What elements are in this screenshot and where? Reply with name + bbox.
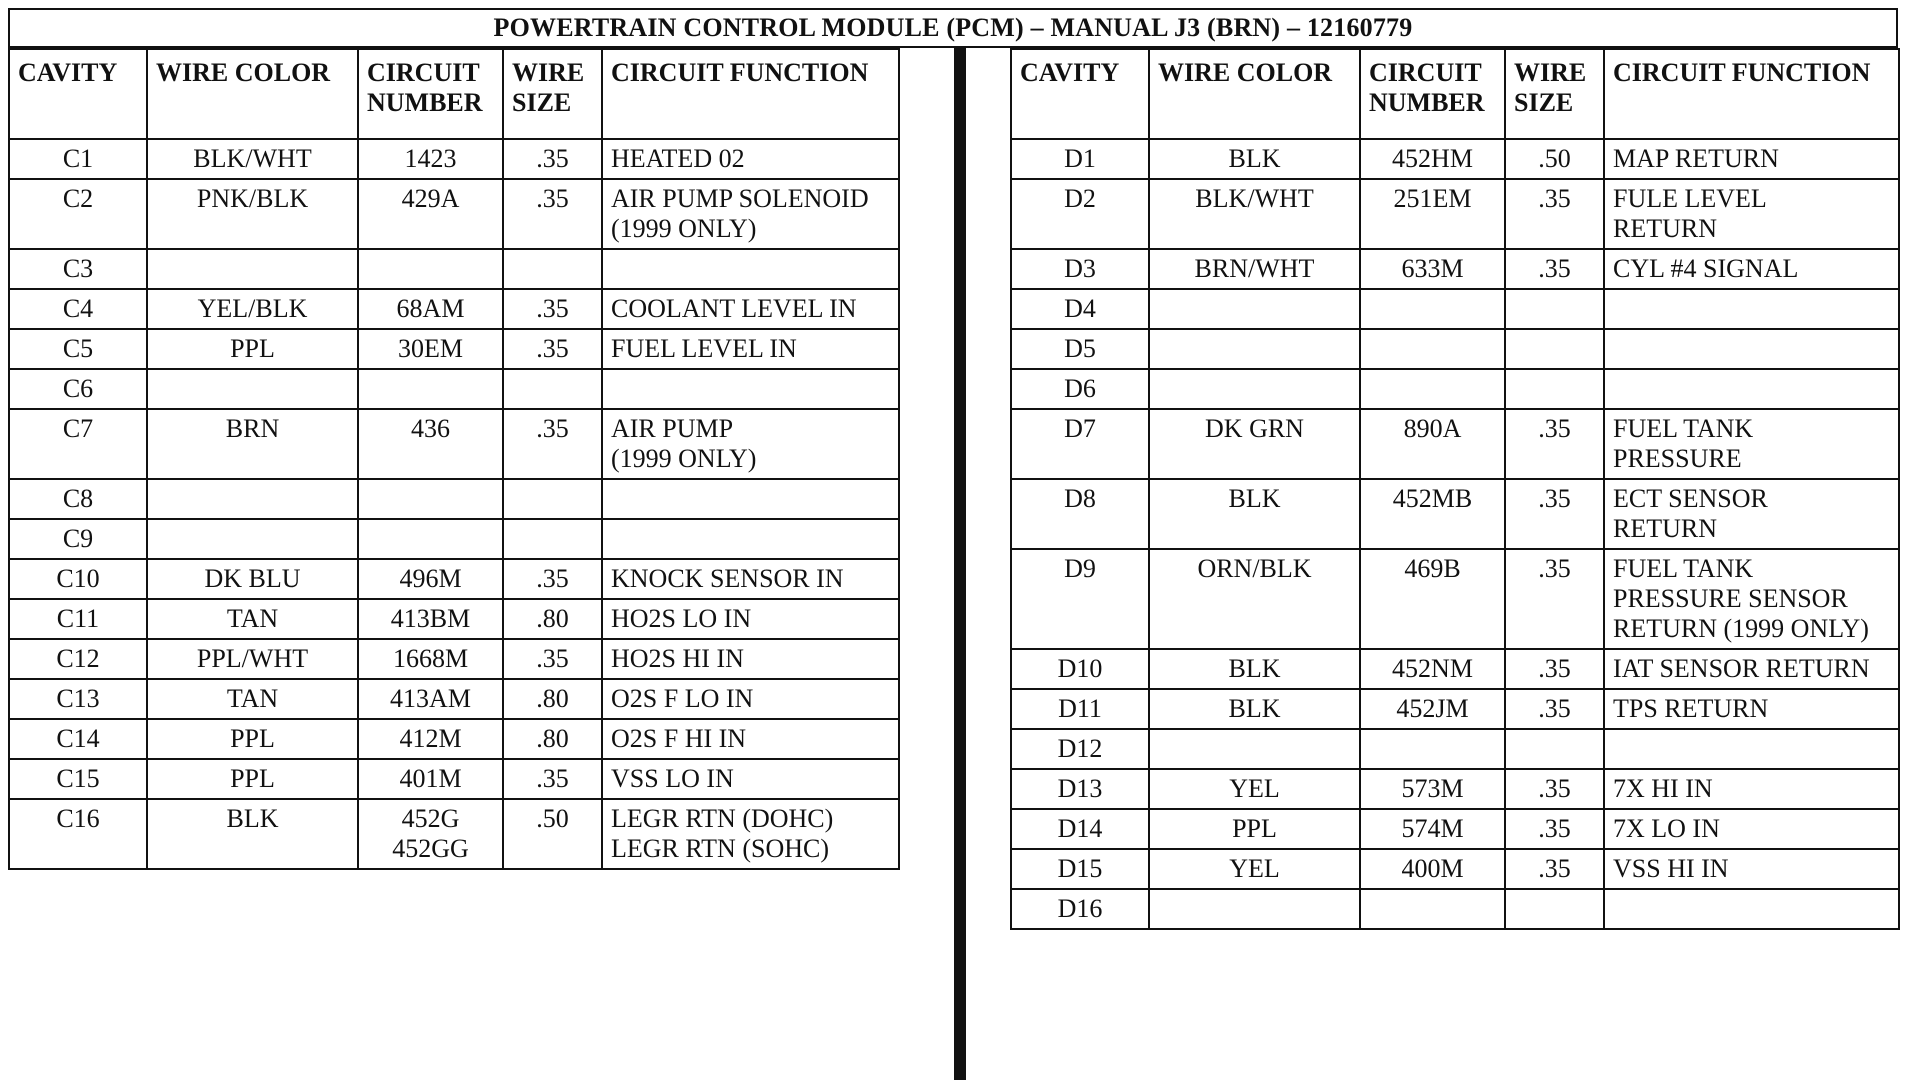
wire-color-cell: BLK/WHT [1149, 179, 1360, 249]
circuit-function-cell: HO2S LO IN [602, 599, 899, 639]
cavity-cell: C5 [9, 329, 147, 369]
header-wire-size: WIRE SIZE [1505, 49, 1604, 139]
cavity-cell: D7 [1011, 409, 1149, 479]
wire-color-cell: PNK/BLK [147, 179, 358, 249]
circuit-function-cell: MAP RETURN [1604, 139, 1899, 179]
wire-color-cell [147, 519, 358, 559]
table-row [1011, 849, 1899, 889]
table-row [9, 559, 899, 599]
wire-size-cell: .35 [1505, 689, 1604, 729]
table-row [9, 329, 899, 369]
wire-color-cell: BLK [1149, 649, 1360, 689]
wire-color-cell [1149, 729, 1360, 769]
wire-color-cell: BRN [147, 409, 358, 479]
circuit-number-cell: 413AM [358, 679, 503, 719]
header-wire-color: WIRE COLOR [147, 49, 358, 139]
wire-size-cell: .35 [1505, 179, 1604, 249]
cavity-cell: D13 [1011, 769, 1149, 809]
wire-size-cell: .80 [503, 679, 602, 719]
wire-size-cell: .35 [503, 179, 602, 249]
table-row [1011, 809, 1899, 849]
cavity-cell: D9 [1011, 549, 1149, 649]
wire-color-cell: DK GRN [1149, 409, 1360, 479]
cavity-cell: D10 [1011, 649, 1149, 689]
cavity-cell: D2 [1011, 179, 1149, 249]
cavity-cell: C12 [9, 639, 147, 679]
circuit-function-cell: VSS LO IN [602, 759, 899, 799]
circuit-number-cell: 429A [358, 179, 503, 249]
wire-size-cell: .35 [1505, 809, 1604, 849]
circuit-function-cell [1604, 889, 1899, 929]
circuit-number-cell [358, 519, 503, 559]
table-header-row [1011, 49, 1899, 139]
table-row [1011, 369, 1899, 409]
wire-color-cell [147, 249, 358, 289]
wire-size-cell [503, 519, 602, 559]
circuit-number-cell: 469B [1360, 549, 1505, 649]
wire-color-cell: BLK [147, 799, 358, 869]
circuit-number-cell: 401M [358, 759, 503, 799]
wire-color-cell: BLK [1149, 479, 1360, 549]
wire-size-cell: .35 [503, 759, 602, 799]
header-circuit-number: CIRCUIT NUMBER [1360, 49, 1505, 139]
circuit-number-cell: 890A [1360, 409, 1505, 479]
column-divider [954, 48, 966, 1080]
wire-color-cell: BLK [1149, 689, 1360, 729]
circuit-function-cell: AIR PUMP (1999 ONLY) [602, 409, 899, 479]
table-row [1011, 479, 1899, 549]
circuit-number-cell [1360, 889, 1505, 929]
wire-color-cell: BLK [1149, 139, 1360, 179]
circuit-function-cell: 7X LO IN [1604, 809, 1899, 849]
table-row [1011, 549, 1899, 649]
cavity-cell: D1 [1011, 139, 1149, 179]
circuit-number-cell: 413BM [358, 599, 503, 639]
left-table-body [9, 139, 899, 869]
table-row [1011, 139, 1899, 179]
wire-color-cell: BRN/WHT [1149, 249, 1360, 289]
circuit-number-cell: 412M [358, 719, 503, 759]
cavity-cell: D11 [1011, 689, 1149, 729]
wire-size-cell: .35 [1505, 549, 1604, 649]
wire-color-cell: TAN [147, 679, 358, 719]
circuit-function-cell [602, 369, 899, 409]
header-wire-size: WIRE SIZE [503, 49, 602, 139]
wire-size-cell: .35 [503, 559, 602, 599]
table-row [1011, 249, 1899, 289]
wire-color-cell: PPL/WHT [147, 639, 358, 679]
circuit-function-cell: O2S F LO IN [602, 679, 899, 719]
header-wire-color: WIRE COLOR [1149, 49, 1360, 139]
wire-color-cell: DK BLU [147, 559, 358, 599]
circuit-function-cell [602, 479, 899, 519]
circuit-number-cell: 452G 452GG [358, 799, 503, 869]
circuit-number-cell: 68AM [358, 289, 503, 329]
wire-color-cell: YEL [1149, 849, 1360, 889]
table-row [9, 139, 899, 179]
table-row [9, 289, 899, 329]
wire-size-cell [503, 249, 602, 289]
wire-color-cell: TAN [147, 599, 358, 639]
table-row [1011, 769, 1899, 809]
circuit-function-cell: O2S F HI IN [602, 719, 899, 759]
circuit-number-cell: 1423 [358, 139, 503, 179]
circuit-function-cell: KNOCK SENSOR IN [602, 559, 899, 599]
circuit-function-cell: VSS HI IN [1604, 849, 1899, 889]
circuit-function-cell: COOLANT LEVEL IN [602, 289, 899, 329]
cavity-cell: C9 [9, 519, 147, 559]
wire-size-cell: .35 [1505, 649, 1604, 689]
circuit-number-cell [1360, 729, 1505, 769]
table-row [9, 179, 899, 249]
table-header-row [9, 49, 899, 139]
table-row [9, 479, 899, 519]
cavity-cell: C16 [9, 799, 147, 869]
circuit-number-cell [1360, 369, 1505, 409]
circuit-number-cell: 452JM [1360, 689, 1505, 729]
circuit-function-cell: 7X HI IN [1604, 769, 1899, 809]
wire-size-cell [1505, 369, 1604, 409]
circuit-number-cell [358, 369, 503, 409]
cavity-cell: C15 [9, 759, 147, 799]
wire-color-cell [1149, 889, 1360, 929]
circuit-function-cell: LEGR RTN (DOHC) LEGR RTN (SOHC) [602, 799, 899, 869]
header-cavity: CAVITY [1011, 49, 1149, 139]
table-row [9, 799, 899, 869]
table-row [9, 599, 899, 639]
wire-size-cell: .50 [1505, 139, 1604, 179]
cavity-cell: D8 [1011, 479, 1149, 549]
cavity-cell: C3 [9, 249, 147, 289]
cavity-cell: C11 [9, 599, 147, 639]
wire-size-cell: .35 [503, 329, 602, 369]
circuit-number-cell: 573M [1360, 769, 1505, 809]
title-text: POWERTRAIN CONTROL MODULE (PCM) – MANUAL J3 (BRN) – 12160779 [493, 13, 1413, 42]
left-pinout-table [8, 48, 900, 870]
wire-size-cell [1505, 889, 1604, 929]
circuit-function-cell: TPS RETURN [1604, 689, 1899, 729]
right-table-body [1011, 139, 1899, 929]
table-row [9, 679, 899, 719]
circuit-function-cell: AIR PUMP SOLENOID (1999 ONLY) [602, 179, 899, 249]
circuit-function-cell [1604, 329, 1899, 369]
circuit-number-cell [358, 249, 503, 289]
table-row [1011, 409, 1899, 479]
wire-size-cell: .35 [1505, 479, 1604, 549]
circuit-number-cell: 574M [1360, 809, 1505, 849]
wire-size-cell: .35 [1505, 849, 1604, 889]
cavity-cell: C4 [9, 289, 147, 329]
table-row [9, 719, 899, 759]
circuit-function-cell: CYL #4 SIGNAL [1604, 249, 1899, 289]
table-row [9, 409, 899, 479]
circuit-number-cell: 436 [358, 409, 503, 479]
circuit-function-cell: FUEL LEVEL IN [602, 329, 899, 369]
cavity-cell: C13 [9, 679, 147, 719]
cavity-cell: C1 [9, 139, 147, 179]
right-pinout-table [1010, 48, 1900, 930]
cavity-cell: D3 [1011, 249, 1149, 289]
wire-color-cell [147, 369, 358, 409]
table-row [9, 639, 899, 679]
circuit-number-cell: 452MB [1360, 479, 1505, 549]
wire-size-cell: .80 [503, 599, 602, 639]
wire-size-cell [503, 479, 602, 519]
circuit-number-cell: 400M [1360, 849, 1505, 889]
header-circuit-function: CIRCUIT FUNCTION [602, 49, 899, 139]
circuit-function-cell [602, 519, 899, 559]
wire-color-cell [1149, 329, 1360, 369]
cavity-cell: C14 [9, 719, 147, 759]
wire-size-cell: .35 [1505, 249, 1604, 289]
circuit-function-cell: FUEL TANK PRESSURE [1604, 409, 1899, 479]
table-row [1011, 329, 1899, 369]
cavity-cell: C10 [9, 559, 147, 599]
cavity-cell: C6 [9, 369, 147, 409]
circuit-number-cell: 452NM [1360, 649, 1505, 689]
wire-color-cell: ORN/BLK [1149, 549, 1360, 649]
table-row [9, 759, 899, 799]
wire-color-cell: YEL/BLK [147, 289, 358, 329]
document-title [8, 8, 1898, 48]
table-row [1011, 649, 1899, 689]
wire-color-cell: BLK/WHT [147, 139, 358, 179]
table-row [1011, 689, 1899, 729]
table-row [1011, 289, 1899, 329]
wire-size-cell: .35 [1505, 409, 1604, 479]
cavity-cell: C8 [9, 479, 147, 519]
cavity-cell: D12 [1011, 729, 1149, 769]
wire-color-cell: YEL [1149, 769, 1360, 809]
table-row [1011, 179, 1899, 249]
circuit-number-cell: 633M [1360, 249, 1505, 289]
wire-color-cell: PPL [147, 719, 358, 759]
cavity-cell: D14 [1011, 809, 1149, 849]
circuit-number-cell: 452HM [1360, 139, 1505, 179]
circuit-number-cell: 251EM [1360, 179, 1505, 249]
wire-size-cell: .35 [503, 409, 602, 479]
cavity-cell: D6 [1011, 369, 1149, 409]
cavity-cell: D4 [1011, 289, 1149, 329]
header-circuit-number: CIRCUIT NUMBER [358, 49, 503, 139]
wire-color-cell: PPL [147, 329, 358, 369]
wire-color-cell [147, 479, 358, 519]
circuit-function-cell: FULE LEVEL RETURN [1604, 179, 1899, 249]
circuit-number-cell [1360, 289, 1505, 329]
header-cavity: CAVITY [9, 49, 147, 139]
wire-color-cell: PPL [1149, 809, 1360, 849]
wire-color-cell [1149, 289, 1360, 329]
cavity-cell: C7 [9, 409, 147, 479]
circuit-function-cell [1604, 289, 1899, 329]
circuit-function-cell: IAT SENSOR RETURN [1604, 649, 1899, 689]
wire-size-cell: .35 [503, 639, 602, 679]
circuit-function-cell: HO2S HI IN [602, 639, 899, 679]
wire-size-cell [1505, 329, 1604, 369]
circuit-function-cell: FUEL TANK PRESSURE SENSOR RETURN (1999 ONLY) [1604, 549, 1899, 649]
wire-color-cell: PPL [147, 759, 358, 799]
circuit-function-cell: HEATED 02 [602, 139, 899, 179]
circuit-function-cell [602, 249, 899, 289]
cavity-cell: D15 [1011, 849, 1149, 889]
wire-size-cell [1505, 729, 1604, 769]
wire-size-cell: .50 [503, 799, 602, 869]
circuit-function-cell [1604, 729, 1899, 769]
wire-size-cell: .35 [503, 139, 602, 179]
wire-size-cell: .35 [503, 289, 602, 329]
cavity-cell: C2 [9, 179, 147, 249]
circuit-function-cell [1604, 369, 1899, 409]
cavity-cell: D16 [1011, 889, 1149, 929]
table-row [1011, 729, 1899, 769]
circuit-number-cell: 30EM [358, 329, 503, 369]
wire-size-cell: .35 [1505, 769, 1604, 809]
wire-size-cell [1505, 289, 1604, 329]
circuit-function-cell: ECT SENSOR RETURN [1604, 479, 1899, 549]
table-row [9, 369, 899, 409]
wire-color-cell [1149, 369, 1360, 409]
table-row [9, 519, 899, 559]
wire-size-cell: .80 [503, 719, 602, 759]
cavity-cell: D5 [1011, 329, 1149, 369]
circuit-number-cell: 1668M [358, 639, 503, 679]
table-row [1011, 889, 1899, 929]
wire-size-cell [503, 369, 602, 409]
header-circuit-function: CIRCUIT FUNCTION [1604, 49, 1899, 139]
table-row [9, 249, 899, 289]
circuit-number-cell: 496M [358, 559, 503, 599]
circuit-number-cell [1360, 329, 1505, 369]
circuit-number-cell [358, 479, 503, 519]
